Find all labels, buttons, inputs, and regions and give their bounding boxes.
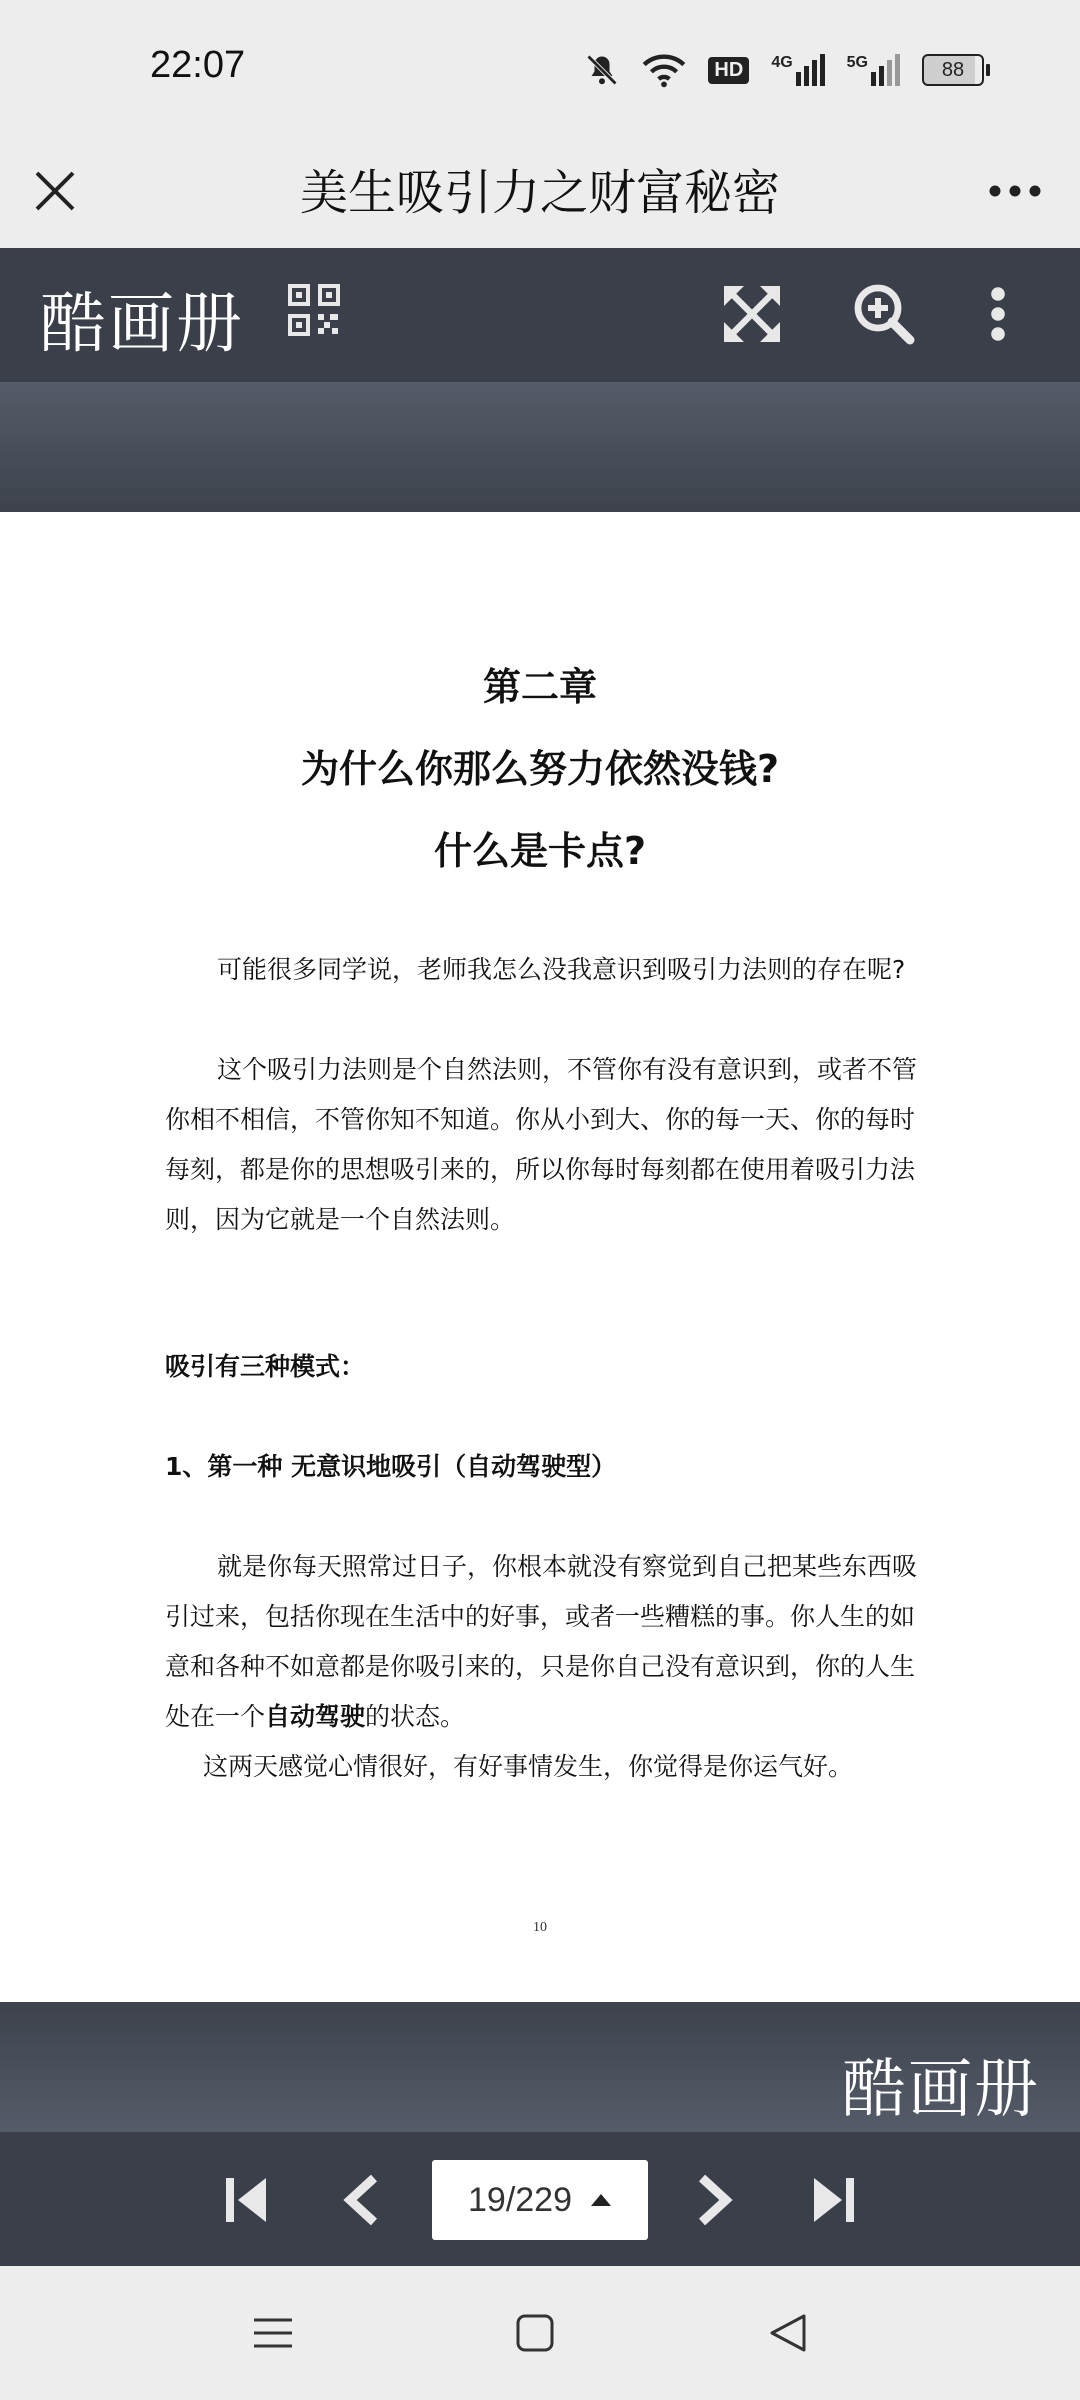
viewer-bottom-band — [0, 2002, 1080, 2132]
zoom-in-button[interactable] — [852, 282, 916, 346]
more-horizontal-icon — [987, 183, 1043, 199]
back-button[interactable] — [766, 2310, 812, 2356]
next-page-button[interactable] — [682, 2168, 746, 2232]
recents-button[interactable] — [250, 2310, 296, 2356]
page-number: 10 — [533, 1920, 547, 1935]
wifi-icon — [642, 52, 686, 88]
page-title: 美生吸引力之财富秘密 — [299, 165, 780, 221]
last-page-icon — [802, 2168, 866, 2232]
signal-5g-icon: 5G — [847, 54, 900, 86]
close-button[interactable] — [24, 160, 86, 222]
document-page[interactable] — [0, 512, 1080, 2002]
hd-icon: HD — [708, 57, 749, 84]
home-icon — [512, 2310, 558, 2356]
back-icon — [766, 2310, 812, 2356]
first-page-button[interactable] — [214, 2168, 278, 2232]
title-bar — [0, 140, 1080, 248]
chapter-title: 第二章 — [482, 665, 597, 709]
brand-logo: 酷画册 — [40, 285, 244, 362]
chapter-heading-2: 什么是卡点? — [433, 829, 647, 873]
viewer-top-band — [0, 382, 1080, 512]
status-bar — [0, 0, 1080, 140]
prev-page-icon — [330, 2168, 394, 2232]
paragraph-2: 这个吸引力法则是个自然法则，不管你有没有意识到，或者不管你相不相信，不管你知不知道。你从小到大、你的每一天、你的每时每刻，都是你的思想吸引来的，所以你每时每刻都在使用着吸引力法则，因为它就是一个自然法则。 — [165, 1055, 918, 1234]
status-icons — [584, 52, 990, 88]
last-page-button[interactable] — [802, 2168, 866, 2232]
qr-code-icon — [288, 284, 340, 336]
page-navigation-bar — [0, 2132, 1080, 2266]
caret-up-icon — [590, 2193, 612, 2207]
first-page-icon — [214, 2168, 278, 2232]
menu-icon — [250, 2310, 296, 2356]
footer-brand-logo: 酷画册 — [842, 2053, 1040, 2127]
signal-4g-icon: 4G — [771, 54, 824, 86]
paragraph-3-tail: 的状态。 — [365, 1702, 466, 1731]
fullscreen-icon — [722, 284, 782, 344]
fullscreen-button[interactable] — [722, 284, 782, 344]
chapter-heading-1: 为什么你那么努力依然没钱? — [300, 747, 780, 791]
page-indicator[interactable] — [432, 2160, 648, 2240]
close-icon — [33, 169, 77, 213]
more-options-button[interactable] — [980, 160, 1050, 222]
mode-1-heading: 1、第一种 无意识地吸引（自动驾驶型） — [165, 1452, 617, 1481]
viewer-menu-button[interactable] — [976, 282, 1020, 346]
zoom-in-icon — [852, 282, 916, 346]
bell-muted-icon — [584, 52, 620, 88]
system-navigation-bar — [0, 2266, 1080, 2400]
paragraph-3-bold: 自动驾驶 — [265, 1702, 366, 1731]
paragraph-1: 可能很多同学说，老师我怎么没我意识到吸引力法则的存在呢? — [217, 955, 906, 984]
qr-code-button[interactable] — [288, 284, 340, 336]
home-button[interactable] — [512, 2310, 558, 2356]
status-time: 22:07 — [150, 44, 246, 86]
battery-icon: 88 — [922, 54, 990, 86]
paragraph-4: 这两天感觉心情很好，有好事情发生，你觉得是你运气好。 — [203, 1752, 854, 1781]
paragraph-3-text: 就是你每天照常过日子，你根本就没有察觉到自己把某些东西吸引过来，包括你现在生活中的好事，或者一些糟糕的事。你人生的如意和各种不如意都是你吸引来的，只是你自己没有意识到，你的人生处在一个 — [165, 1552, 918, 1731]
paragraph-3 — [165, 1542, 917, 1742]
kebab-icon — [976, 282, 1020, 346]
modes-heading: 吸引有三种模式： — [165, 1352, 366, 1381]
next-page-icon — [682, 2168, 746, 2232]
viewer-toolbar — [0, 248, 1080, 382]
prev-page-button[interactable] — [330, 2168, 394, 2232]
page-indicator-text: 19/229 — [468, 2180, 572, 2219]
